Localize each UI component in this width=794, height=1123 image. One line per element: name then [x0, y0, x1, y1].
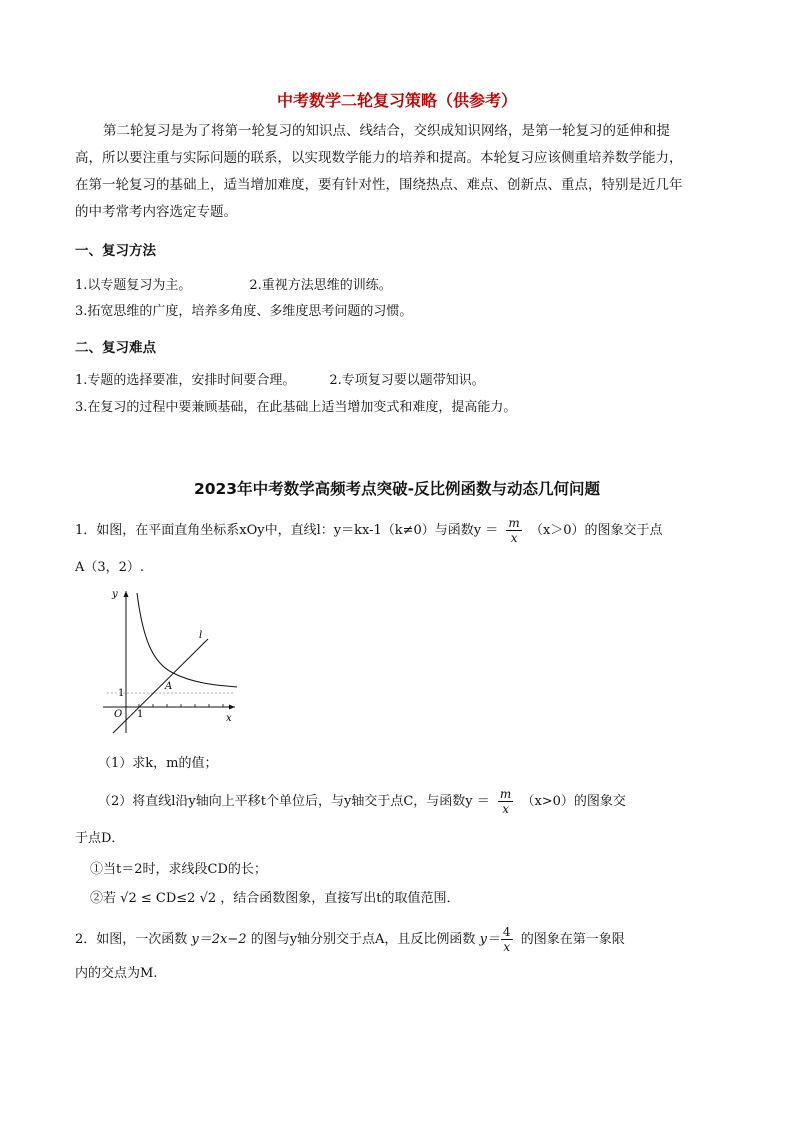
q1-part2-text-a: （2）将直线l沿y轴向上平移t个单位后，与y轴交于点C，与函数y ＝ — [98, 794, 490, 809]
difficulty-item-1: 1.专题的选择要准，安排时间要合理。 — [75, 373, 296, 388]
fraction-denominator: x — [503, 940, 511, 954]
q1-part2-line-2: 于点D． — [75, 831, 125, 846]
intro-line: 在第一轮复习的基础上，适当增加难度，要有针对性，围绕热点、难点、创新点、重点，特别是近几年 — [75, 177, 683, 193]
y-axis-arrow-icon — [124, 591, 129, 597]
intro-line: 的中考常考内容选定专题。 — [75, 204, 237, 220]
difficulty-item-3: 3.在复习的过程中要兼顾基础，在此基础上适当增加变式和难度，提高能力。 — [75, 400, 517, 415]
difficulty-item-2: 2.专项复习要以题带知识。 — [329, 373, 485, 388]
q1-sub-1: ①当t＝2时，求线段CD的长； — [90, 862, 267, 877]
q1-sub-2 — [90, 887, 460, 906]
q2-text-a: 2．如图，一次函数 — [75, 932, 188, 947]
q1-text-a: 1．如图，在平面直角坐标系xOy中，直线l：y＝kx-1（k≠0）与函数y ＝ — [75, 523, 499, 538]
q2-expression: y＝2x−2 — [191, 932, 247, 947]
q1-sub2-text-c: ，结合函数图象，直接写出t的取值范围． — [220, 891, 460, 906]
x-axis-label: x — [226, 713, 232, 724]
method-line-1 — [75, 274, 392, 293]
x-one-label: 1 — [137, 709, 144, 720]
difficulty-line-1 — [75, 369, 485, 388]
q1-line-1 — [75, 516, 663, 545]
sqrt-2: √2 — [120, 891, 137, 906]
fraction-denominator: x — [502, 802, 509, 816]
method-item-3: 3.拓宽思维的广度，培养多角度、多维度思考问题的习惯。 — [75, 304, 413, 319]
q2-text-b: 的图与y轴分别交于点A，且反比例函数 — [250, 932, 476, 947]
method-heading: 一、复习方法 — [75, 243, 156, 259]
q2-line-2: 内的交点为M. — [75, 966, 158, 981]
q1-sub2-text-a: ②若 — [90, 891, 117, 906]
q1-sub2-text-b: ≤ CD≤2 — [140, 891, 196, 906]
q1-text-b: （x＞0）的图象交于点 — [529, 523, 663, 538]
q1-part2-text-b: （x>0）的图象交 — [521, 794, 626, 809]
function-graph — [95, 585, 245, 735]
line-l-label: l — [199, 630, 203, 641]
q2-fraction — [501, 925, 513, 954]
q1-fraction — [506, 516, 521, 545]
intro-line: 第二轮复习是为了将第一轮复习的知识点、线结合，交织成知识网络，是第一轮复习的延伸和提 — [103, 123, 670, 139]
q2-text-c: 的图象在第一象限 — [520, 932, 625, 947]
sqrt-2: √2 — [199, 891, 217, 906]
intro-line: 高，所以要注重与实际问题的联系，以实现数学能力的培养和提高。本轮复习应该侧重培养数学能力， — [75, 150, 683, 166]
q1-part-1: （1）求k，m的值； — [98, 756, 218, 771]
strategy-title: 中考数学二轮复习策略（供参考） — [276, 91, 517, 110]
fraction-numerator: 4 — [502, 925, 511, 939]
origin-label: O — [114, 709, 123, 720]
hyperbola-curve — [137, 593, 237, 687]
x-axis-arrow-icon — [229, 705, 235, 710]
method-item-2: 2.重视方法思维的训练。 — [249, 278, 392, 293]
fraction-denominator: x — [510, 531, 518, 545]
exam-title: 2023年中考数学高频考点突破-反比例函数与动态几何问题 — [193, 480, 601, 498]
q1-line-2: A（3，2）. — [75, 560, 145, 575]
q1-part2-fraction — [498, 787, 513, 816]
difficulty-heading: 二、复习难点 — [75, 340, 156, 356]
method-item-1: 1.以专题复习为主。 — [75, 278, 192, 293]
q2-y-equals: y＝ — [479, 932, 500, 947]
q1-part-2 — [98, 787, 626, 816]
intro-paragraph — [75, 118, 719, 226]
point-a-label: A — [165, 681, 173, 692]
q2-line-1 — [75, 925, 625, 954]
line-l — [113, 639, 208, 733]
y-one-label: 1 — [118, 688, 125, 699]
fraction-numerator: m — [508, 516, 520, 530]
y-axis-label: y — [112, 589, 118, 600]
fraction-numerator: m — [499, 787, 512, 801]
